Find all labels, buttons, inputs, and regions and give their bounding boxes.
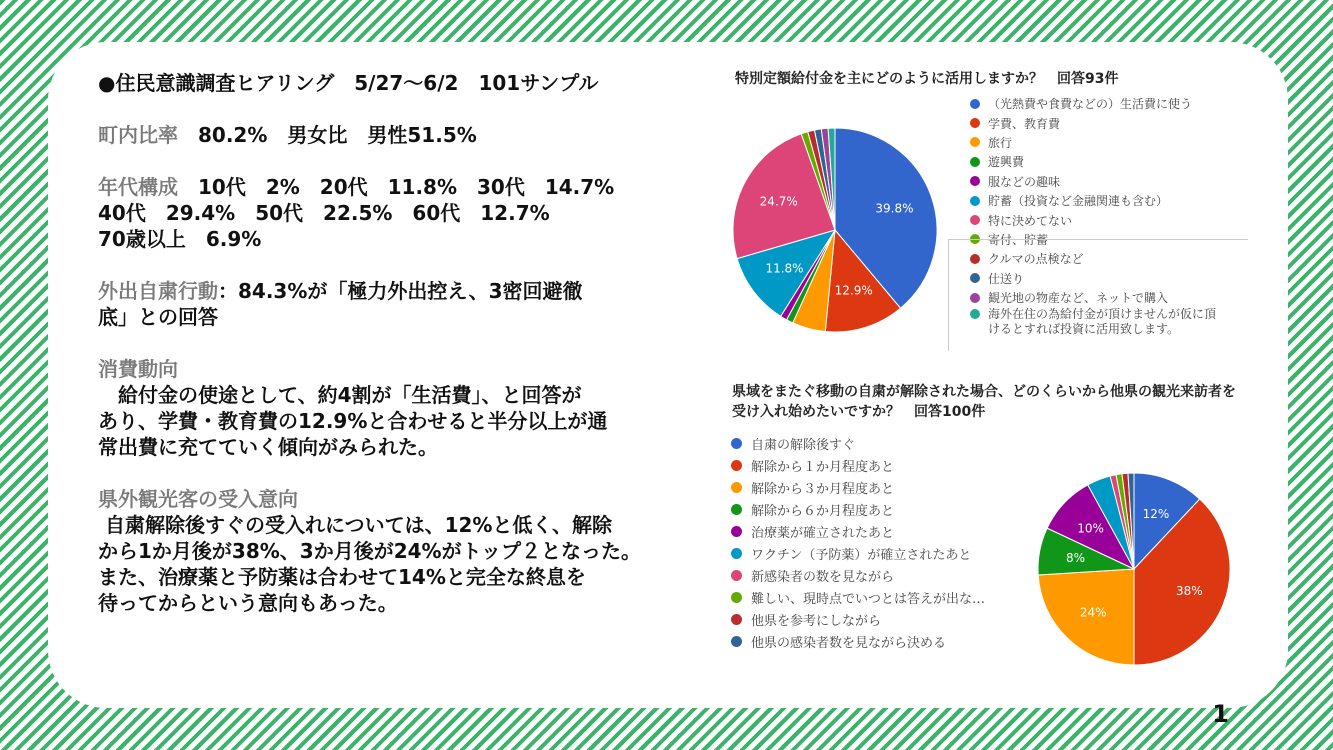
chart2-title: 県域をまたぐ移動の自粛が解除された場合、どのくらいから他県の観光来訪者を受け入れ始めたいですか？ 回答100件 <box>732 384 1236 420</box>
legend-swatch <box>970 196 980 206</box>
legend-label: 服などの趣味 <box>988 174 1061 189</box>
age-composition <box>98 174 698 200</box>
chart2-legend <box>731 432 985 652</box>
pie-data-label: 12.9% <box>834 283 873 298</box>
legend-label: 他県の感染者数を見ながら決める <box>751 635 947 651</box>
tourism-text-4: 待ってからという意向もあった。 <box>98 591 398 615</box>
legend-label: （光熱費や食費などの）生活費に使う <box>988 97 1193 112</box>
legend-label: 解除から１か月程度あと <box>751 459 895 475</box>
consumption-text-1: 給付金の使途として、約4割が「生活費」、と回答が <box>98 383 582 407</box>
chart2-pie <box>1032 469 1236 673</box>
pie-data-label: 24% <box>1079 605 1107 620</box>
chart1-legend <box>970 94 1223 337</box>
legend-item <box>731 542 985 564</box>
outing-text-1: ：84.3%が「極力外出控え、3密回避徹 <box>218 279 583 303</box>
legend-swatch <box>970 99 980 109</box>
legend-label: 解除から３か月程度あと <box>751 481 895 497</box>
legend-item <box>970 307 1223 337</box>
legend-label: 海外在住の為給付金が頂けませんが仮に頂けるとすれば投資に活用致します。 <box>988 307 1217 337</box>
resident-ratio <box>98 122 698 148</box>
legend-label: 解除から６か月程度あと <box>751 503 895 519</box>
legend-label: 難しい、現時点でいつとは答えが出な… <box>751 591 986 607</box>
consumption-text-2: あり、学費・教育費の12.9%と合わせると半分以上が通 <box>98 409 608 433</box>
legend-swatch <box>731 482 742 493</box>
legend-label: 仕送り <box>988 271 1025 286</box>
legend-label: 治療薬が確立されたあと <box>751 525 895 541</box>
legend-label: 旅行 <box>988 135 1013 150</box>
legend-label: 貯蓄（投資など金融関連も含む） <box>988 194 1169 209</box>
ratio-text: 80.2% 男女比 男性51.5% <box>178 123 477 147</box>
legend-label: 観光地の物産など、ネットで購入 <box>988 291 1169 306</box>
legend-swatch <box>970 215 980 225</box>
legend-item <box>970 191 1223 210</box>
legend-label: 自粛の解除後すぐ <box>751 437 856 453</box>
age-line-3: 70歳以上 6.9% <box>98 227 262 251</box>
legend-item <box>731 564 985 586</box>
legend-swatch <box>970 293 980 303</box>
legend-item <box>970 152 1223 171</box>
legend-swatch <box>731 438 742 449</box>
age-line-1: 10代 2% 20代 11.8% 30代 14.7% <box>178 175 615 199</box>
consumption-text-3: 常出費に充てていく傾向がみられた。 <box>98 435 438 459</box>
tourism-text-3: また、治療薬と予防薬は合わせて14%と完全な終息を <box>98 565 586 589</box>
summary-title: ●住民意識調査ヒアリング 5/27〜6/2 101サンプル <box>98 71 599 95</box>
pie-data-label: 11.8% <box>765 261 804 276</box>
pie-data-label: 24.7% <box>759 194 798 209</box>
legend-label: 他県を参考にしながら <box>751 613 882 629</box>
legend-swatch <box>970 137 980 147</box>
tourism-text-2: から1か月後が38%、3か月後が24%がトップ２となった。 <box>98 539 641 563</box>
legend-item <box>970 288 1223 307</box>
ratio-label: 町内比率 <box>98 123 178 147</box>
legend-item <box>731 432 985 454</box>
legend-label: ワクチン（予防薬）が確立されたあと <box>751 547 972 563</box>
age-line-2: 40代 29.4% 50代 22.5% 60代 12.7% <box>98 201 550 225</box>
chart1-title: 特別定額給付金を主にどのように活用しますか？ 回答93件 <box>735 71 1119 87</box>
outing-label: 外出自粛行動 <box>98 279 218 303</box>
age-label: 年代構成 <box>98 175 178 199</box>
legend-label: 学費、教育費 <box>988 116 1061 131</box>
legend-item <box>731 630 985 652</box>
legend-item <box>970 249 1223 268</box>
legend-item <box>970 113 1223 132</box>
legend-item <box>970 94 1223 113</box>
pie-data-label: 8% <box>1066 551 1086 566</box>
outing-restraint <box>98 278 698 304</box>
legend-item <box>731 454 985 476</box>
legend-label: クルマの点検など <box>988 252 1084 267</box>
legend-swatch <box>731 460 742 471</box>
legend-swatch <box>970 157 980 167</box>
pie-data-label: 10% <box>1077 521 1104 536</box>
legend-item <box>731 520 985 542</box>
legend-swatch <box>731 504 742 515</box>
legend-swatch <box>731 592 742 603</box>
legend-swatch <box>731 614 742 625</box>
outing-text-2: 底」との回答 <box>98 305 218 329</box>
summary-panel <box>98 70 698 616</box>
legend-label: 新感染者の数を見ながら <box>751 569 895 585</box>
legend-swatch <box>970 118 980 128</box>
legend-item <box>731 498 985 520</box>
legend-item <box>970 172 1223 191</box>
legend-label: 特に決めてない <box>988 213 1073 228</box>
legend-swatch <box>731 636 742 647</box>
page-number: 1 <box>1212 700 1229 728</box>
legend-swatch <box>731 526 742 537</box>
consumption-heading: 消費動向 <box>98 357 178 381</box>
legend-item <box>970 133 1223 152</box>
chart1-pie <box>725 118 955 348</box>
pie-data-label: 12% <box>1142 506 1170 521</box>
legend-swatch <box>731 548 742 559</box>
legend-item <box>731 476 985 498</box>
legend-swatch <box>731 570 742 581</box>
legend-separator-vertical <box>948 239 949 351</box>
legend-separator <box>948 239 1248 240</box>
tourism-heading: 県外観光客の受入意向 <box>98 487 298 511</box>
pie-data-label: 38% <box>1176 584 1203 599</box>
legend-swatch <box>970 254 980 264</box>
legend-item <box>731 608 985 630</box>
tourism-text-1: 自粛解除後すぐの受入れについては、12%と低く、解除 <box>98 513 613 537</box>
legend-item <box>970 269 1223 288</box>
legend-item <box>970 210 1223 229</box>
legend-swatch <box>970 309 980 319</box>
legend-label: 遊興費 <box>988 155 1025 170</box>
legend-swatch <box>970 176 980 186</box>
legend-swatch <box>970 273 980 283</box>
legend-item <box>731 586 985 608</box>
pie-data-label: 39.8% <box>875 201 914 216</box>
